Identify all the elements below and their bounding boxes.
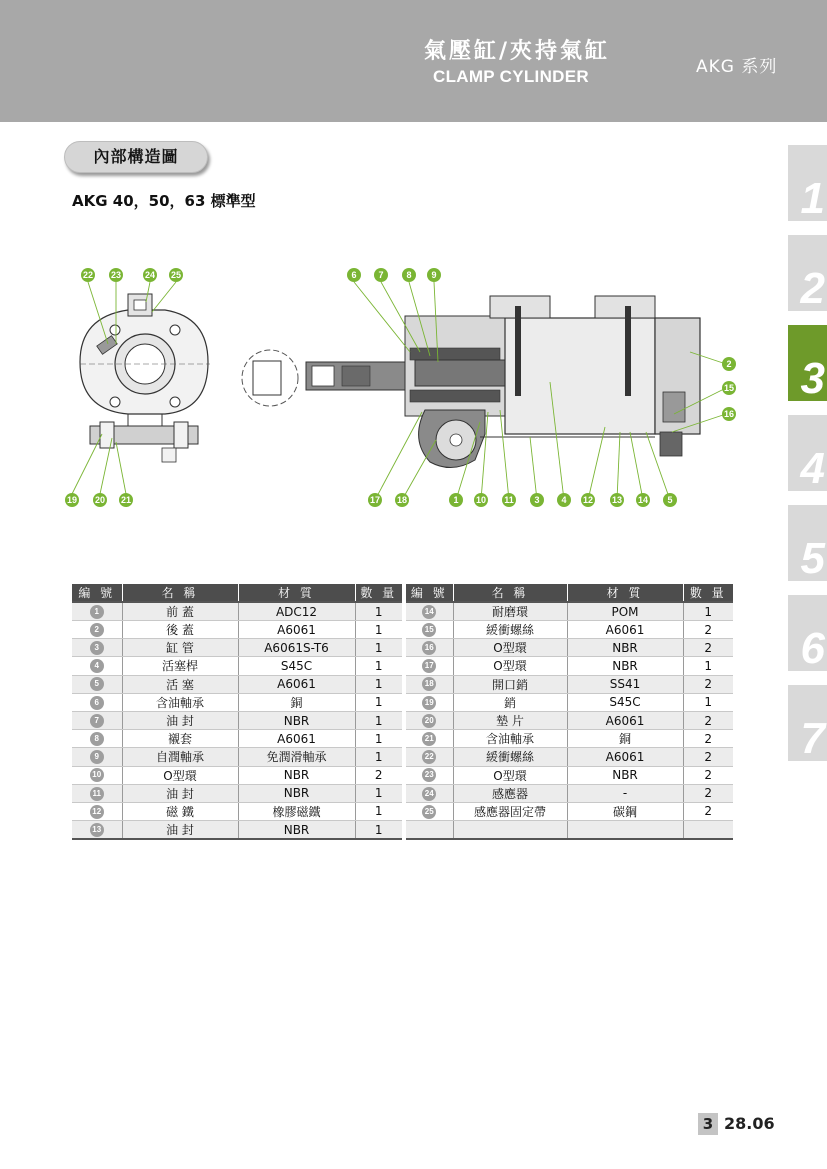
cell-name: 感應器固定帶 (453, 802, 567, 820)
cell-material: NBR (238, 766, 355, 784)
table-row (72, 766, 402, 784)
table-row (406, 675, 733, 693)
cell-material: A6061 (238, 621, 355, 639)
cell-name: O型環 (453, 657, 567, 675)
cell-material: A6061 (567, 711, 683, 729)
cell-qty: 1 (355, 711, 402, 729)
cell-qty: 1 (355, 621, 402, 639)
cell-qty: 1 (355, 784, 402, 802)
part-number-badge: 15 (422, 623, 436, 637)
table-row (406, 748, 733, 766)
col-header-name: 名 稱 (122, 584, 238, 602)
cell-number (406, 821, 453, 839)
cell-name: 緩衝螺絲 (453, 621, 567, 639)
cell-number (72, 748, 122, 766)
part-number-badge: 25 (422, 805, 436, 819)
table-header-row (406, 584, 733, 602)
table-row (406, 821, 733, 839)
cell-qty: 1 (355, 748, 402, 766)
callout-6: 6 (351, 270, 357, 280)
cell-material: 橡膠磁鐵 (238, 802, 355, 820)
part-number-badge: 8 (90, 732, 104, 746)
cell-name: 油 封 (122, 821, 238, 840)
part-number-badge: 7 (90, 714, 104, 728)
cell-name: O型環 (453, 766, 567, 784)
cell-number (72, 821, 122, 840)
cell-name: 油 封 (122, 784, 238, 802)
callout-7: 7 (378, 270, 384, 280)
table-row (72, 675, 402, 693)
cell-name: 銷 (453, 693, 567, 711)
callout-17: 17 (369, 495, 381, 505)
cell-material: SS41 (567, 675, 683, 693)
cell-name: 後 蓋 (122, 621, 238, 639)
side-view-drawing (242, 296, 700, 468)
table-row (406, 621, 733, 639)
chapter-number-box: 3 (698, 1113, 718, 1135)
callout-18: 18 (396, 495, 408, 505)
chapter-tab-label: 3 (800, 354, 825, 403)
cell-name: 感應器 (453, 784, 567, 802)
cell-material: A6061 (567, 621, 683, 639)
table-row (72, 657, 402, 675)
cell-number (72, 693, 122, 711)
chapter-tab-1[interactable] (788, 145, 827, 221)
table-row (406, 766, 733, 784)
cell-name: 前 蓋 (122, 602, 238, 621)
chapter-tab-label: 4 (800, 444, 825, 493)
table-row (72, 730, 402, 748)
callout-1: 1 (453, 495, 459, 505)
cell-qty: 2 (683, 766, 733, 784)
cell-qty: 1 (683, 657, 733, 675)
cell-name: 襯套 (122, 730, 238, 748)
cell-name: 油 封 (122, 711, 238, 729)
table-header-row (72, 584, 402, 602)
table-row (72, 802, 402, 820)
part-number-badge: 16 (422, 641, 436, 655)
cell-number (406, 784, 453, 802)
cell-qty: 2 (683, 639, 733, 657)
table-row (72, 602, 402, 621)
cell-number (406, 730, 453, 748)
chapter-tab-label: 7 (800, 714, 825, 763)
callout-14: 14 (637, 495, 649, 505)
parts-table-left (72, 584, 402, 840)
cell-name: 磁 鐵 (122, 802, 238, 820)
header-title-en: CLAMP CYLINDER (433, 67, 589, 86)
cell-qty: 1 (355, 639, 402, 657)
cell-number (406, 693, 453, 711)
cell-material: NBR (567, 639, 683, 657)
chapter-tab-label: 5 (800, 534, 825, 583)
chapter-tab-3[interactable] (788, 325, 827, 401)
cell-material: 銅 (238, 693, 355, 711)
table-row (406, 730, 733, 748)
part-number-badge: 3 (90, 641, 104, 655)
cell-material: POM (567, 602, 683, 621)
callout-24: 24 (144, 270, 156, 280)
chapter-tab-7[interactable] (788, 685, 827, 761)
callout-16: 16 (723, 409, 735, 419)
cell-number (406, 711, 453, 729)
col-header-material: 材 質 (238, 584, 355, 602)
chapter-tab-label: 1 (800, 174, 825, 223)
cell-number (72, 675, 122, 693)
cell-qty: 2 (355, 766, 402, 784)
cell-qty: 2 (683, 802, 733, 820)
cell-name: O型環 (453, 639, 567, 657)
col-header-number: 編 號 (406, 584, 453, 602)
callout-15: 15 (723, 383, 735, 393)
cell-number (72, 802, 122, 820)
cell-number (406, 639, 453, 657)
cell-qty: 1 (355, 802, 402, 820)
cell-number (72, 730, 122, 748)
part-number-badge: 2 (90, 623, 104, 637)
cell-material: S45C (238, 657, 355, 675)
part-number-badge: 23 (422, 768, 436, 782)
cell-material: A6061S-T6 (238, 639, 355, 657)
cell-name: 含油軸承 (453, 730, 567, 748)
cell-material: S45C (567, 693, 683, 711)
cell-number (406, 657, 453, 675)
table-row (72, 784, 402, 802)
cell-name: 緩衝螺絲 (453, 748, 567, 766)
cell-name: 墊 片 (453, 711, 567, 729)
callout-5: 5 (667, 495, 673, 505)
callout-19: 19 (66, 495, 78, 505)
cell-material: ADC12 (238, 602, 355, 621)
chapter-tab-label: 2 (800, 264, 825, 313)
table-row (72, 748, 402, 766)
table-row (406, 602, 733, 621)
cell-number (406, 602, 453, 621)
cell-material: NBR (238, 711, 355, 729)
cell-qty: 1 (355, 693, 402, 711)
cell-qty: 1 (683, 602, 733, 621)
cell-material: A6061 (238, 675, 355, 693)
part-number-badge: 24 (422, 787, 436, 801)
callout-22: 22 (82, 270, 94, 280)
table-row (406, 693, 733, 711)
table-row (406, 802, 733, 820)
cell-number (72, 766, 122, 784)
callout-8: 8 (406, 270, 412, 280)
header-series: AKG 系列 (696, 57, 778, 77)
cell-number (406, 621, 453, 639)
cell-material: 銅 (567, 730, 683, 748)
internal-structure-diagram (60, 262, 750, 512)
cell-name: 自潤軸承 (122, 748, 238, 766)
cell-material: 免潤滑軸承 (238, 748, 355, 766)
cell-material: A6061 (238, 730, 355, 748)
col-header-quantity: 數 量 (683, 584, 733, 602)
callout-20: 20 (94, 495, 106, 505)
cell-qty: 2 (683, 784, 733, 802)
part-number-badge: 20 (422, 714, 436, 728)
table-row (406, 711, 733, 729)
cell-number (72, 711, 122, 729)
table-row (72, 821, 402, 840)
section-title: 內部構造圖 (93, 147, 179, 166)
cell-name: 含油軸承 (122, 693, 238, 711)
col-header-material: 材 質 (567, 584, 683, 602)
cell-qty: 1 (355, 675, 402, 693)
cell-qty: 1 (355, 730, 402, 748)
cell-name: O型環 (122, 766, 238, 784)
callout-4: 4 (561, 495, 567, 505)
cell-material: NBR (238, 784, 355, 802)
cell-material: NBR (567, 657, 683, 675)
cell-number (406, 802, 453, 820)
cell-qty: 1 (355, 821, 402, 840)
table-row (406, 639, 733, 657)
cell-number (406, 675, 453, 693)
callout-21: 21 (120, 495, 132, 505)
cell-material: - (567, 784, 683, 802)
part-number-badge: 22 (422, 750, 436, 764)
callout-25: 25 (170, 270, 182, 280)
callout-2: 2 (726, 359, 732, 369)
chapter-tab-label: 6 (800, 624, 825, 673)
table-row (406, 784, 733, 802)
table-row (72, 711, 402, 729)
cell-qty: 2 (683, 711, 733, 729)
callout-11: 11 (504, 495, 514, 505)
cell-qty: 2 (683, 675, 733, 693)
table-row (406, 657, 733, 675)
cell-qty: 2 (683, 748, 733, 766)
cell-qty: 1 (355, 657, 402, 675)
section-subtitle: AKG 40，50，63 標準型 (72, 192, 256, 210)
callout-13: 13 (611, 495, 623, 505)
cell-material (567, 821, 683, 839)
cell-number (72, 621, 122, 639)
part-number-badge (422, 823, 436, 837)
page-number-text: 28.06 (724, 1114, 775, 1133)
cell-qty: 2 (683, 730, 733, 748)
cell-material: 碳鋼 (567, 802, 683, 820)
callout-23: 23 (110, 270, 122, 280)
cell-qty: 1 (683, 693, 733, 711)
part-number-badge: 1 (90, 605, 104, 619)
cell-number (406, 766, 453, 784)
cell-qty: 1 (355, 602, 402, 621)
cell-material: NBR (567, 766, 683, 784)
table-row (72, 693, 402, 711)
cell-qty: 2 (683, 621, 733, 639)
cell-name: 開口銷 (453, 675, 567, 693)
cell-number (72, 602, 122, 621)
page-header (0, 0, 827, 122)
cell-number (406, 748, 453, 766)
cell-number (72, 639, 122, 657)
part-number-badge: 18 (422, 677, 436, 691)
part-number-badge: 11 (90, 787, 104, 801)
cell-name: 缸 管 (122, 639, 238, 657)
cell-qty (683, 821, 733, 839)
part-number-badge: 21 (422, 732, 436, 746)
cell-name: 活塞桿 (122, 657, 238, 675)
cell-number (72, 784, 122, 802)
col-header-quantity: 數 量 (355, 584, 402, 602)
table-row (72, 639, 402, 657)
part-number-badge: 6 (90, 696, 104, 710)
cell-material: A6061 (567, 748, 683, 766)
page-number (724, 1113, 775, 1135)
col-header-name: 名 稱 (453, 584, 567, 602)
part-number-badge: 17 (422, 659, 436, 673)
part-number-badge: 9 (90, 750, 104, 764)
callout-10: 10 (475, 495, 487, 505)
part-number-badge: 13 (90, 823, 104, 837)
cell-name: 耐磨環 (453, 602, 567, 621)
table-row (72, 621, 402, 639)
col-header-number: 編 號 (72, 584, 122, 602)
part-number-badge: 4 (90, 659, 104, 673)
cell-number (72, 657, 122, 675)
chapter-tab-6[interactable] (788, 595, 827, 671)
chapter-tab-5[interactable] (788, 505, 827, 581)
callout-12: 12 (582, 495, 594, 505)
front-view-drawing (80, 294, 210, 462)
chapter-tab-2[interactable] (788, 235, 827, 311)
part-number-badge: 19 (422, 696, 436, 710)
part-number-badge: 10 (90, 768, 104, 782)
callout-3: 3 (534, 495, 540, 505)
parts-table-right (406, 584, 733, 840)
part-number-badge: 12 (90, 805, 104, 819)
cell-name: 活 塞 (122, 675, 238, 693)
part-number-badge: 14 (422, 605, 436, 619)
section-title-pill (64, 141, 208, 173)
chapter-tab-4[interactable] (788, 415, 827, 491)
part-number-badge: 5 (90, 677, 104, 691)
cell-material: NBR (238, 821, 355, 840)
cell-name (453, 821, 567, 839)
callout-9: 9 (431, 270, 437, 280)
header-title-zh: 氣壓缸/夾持氣缸 (424, 39, 611, 64)
